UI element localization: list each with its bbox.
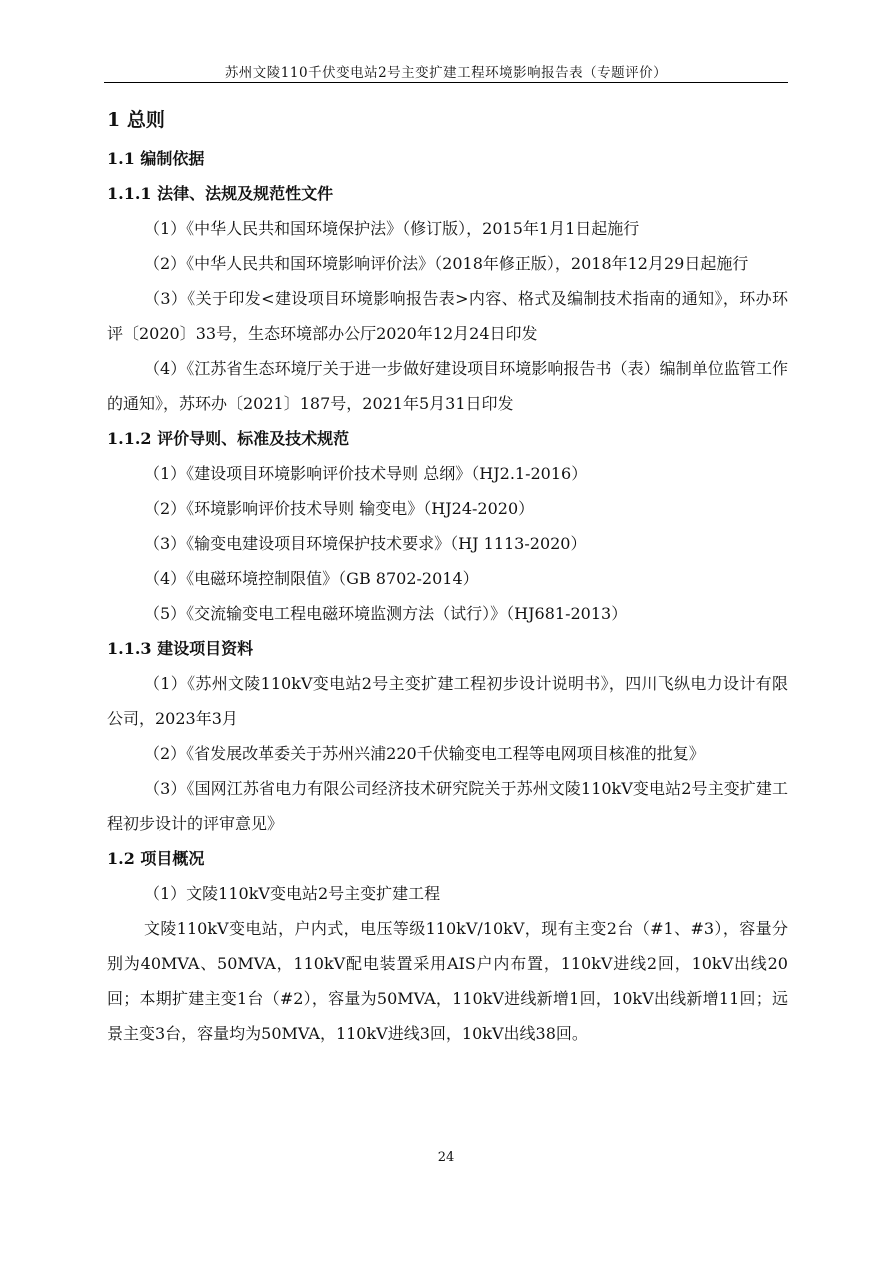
page-number: 24 xyxy=(437,1150,455,1165)
paragraph: （5）《交流输变电工程电磁环境监测方法（试行）》（HJ681-2013） xyxy=(144,604,628,623)
paragraph: （4）《江苏省生态环境厅关于进一步做好建设项目环境影响报告书（表）编制单位监管工作的通知》，苏环办〔2021〕187号，2021年5月31日印发 xyxy=(107,359,788,413)
paragraph: （1）《苏州文陵110kV变电站2号主变扩建工程初步设计说明书》，四川飞纵电力设计有限公司，2023年3月 xyxy=(107,674,788,728)
heading-1-1-1: 1.1.1 法律、法规及规范性文件 xyxy=(107,184,334,203)
paragraph: （2）《省发展改革委关于苏州兴浦220千伏输变电工程等电网项目核准的批复》 xyxy=(144,744,705,763)
paragraph: （3）《输变电建设项目环境保护技术要求》（HJ 1113-2020） xyxy=(144,534,587,553)
heading-1-1-2: 1.1.2 评价导则、标准及技术规范 xyxy=(107,429,350,448)
page-content xyxy=(107,105,788,1051)
paragraph: （2）《环境影响评价技术导则 输变电》（HJ24-2020） xyxy=(144,499,535,518)
header-rule xyxy=(104,82,788,83)
paragraph: （2）《中华人民共和国环境影响评价法》（2018年修正版），2018年12月29日起施行 xyxy=(144,254,749,273)
paragraph: 文陵110kV变电站，户内式，电压等级110kV/10kV，现有主变2台（#1、#3），容量分别为40MVA、50MVA，110kV配电装置采用AIS户内布置，110kV进线2回，10kV出线20回；本期扩建主变1台（#2），容量为50MVA，110kV进线新增1回，10kV出线新增11回；远景主变3台，容量均为50MVA，110kV进线3回，10kV出线38回。 xyxy=(107,919,788,1043)
heading-1-2: 1.2 项目概况 xyxy=(107,849,205,868)
heading-1-1: 1.1 编制依据 xyxy=(107,149,205,168)
paragraph: （3）《关于印发<建设项目环境影响报告表>内容、格式及编制技术指南的通知》，环办环评〔2020〕33号，生态环境部办公厅2020年12月24日印发 xyxy=(107,289,788,343)
running-header: 苏州文陵110千伏变电站2号主变扩建工程环境影响报告表（专题评价） xyxy=(224,65,668,81)
paragraph: （4）《电磁环境控制限值》（GB 8702-2014） xyxy=(144,569,479,588)
paragraph: （1）文陵110kV变电站2号主变扩建工程 xyxy=(144,884,441,903)
heading-1-1-3: 1.1.3 建设项目资料 xyxy=(107,639,254,658)
paragraph: （1）《建设项目环境影响评价技术导则 总纲》（HJ2.1-2016） xyxy=(144,464,588,483)
paragraph: （1）《中华人民共和国环境保护法》（修订版），2015年1月1日起施行 xyxy=(144,219,640,238)
heading-1: 1 总则 xyxy=(107,109,165,131)
paragraph: （3）《国网江苏省电力有限公司经济技术研究院关于苏州文陵110kV变电站2号主变扩建工程初步设计的评审意见》 xyxy=(107,779,788,833)
